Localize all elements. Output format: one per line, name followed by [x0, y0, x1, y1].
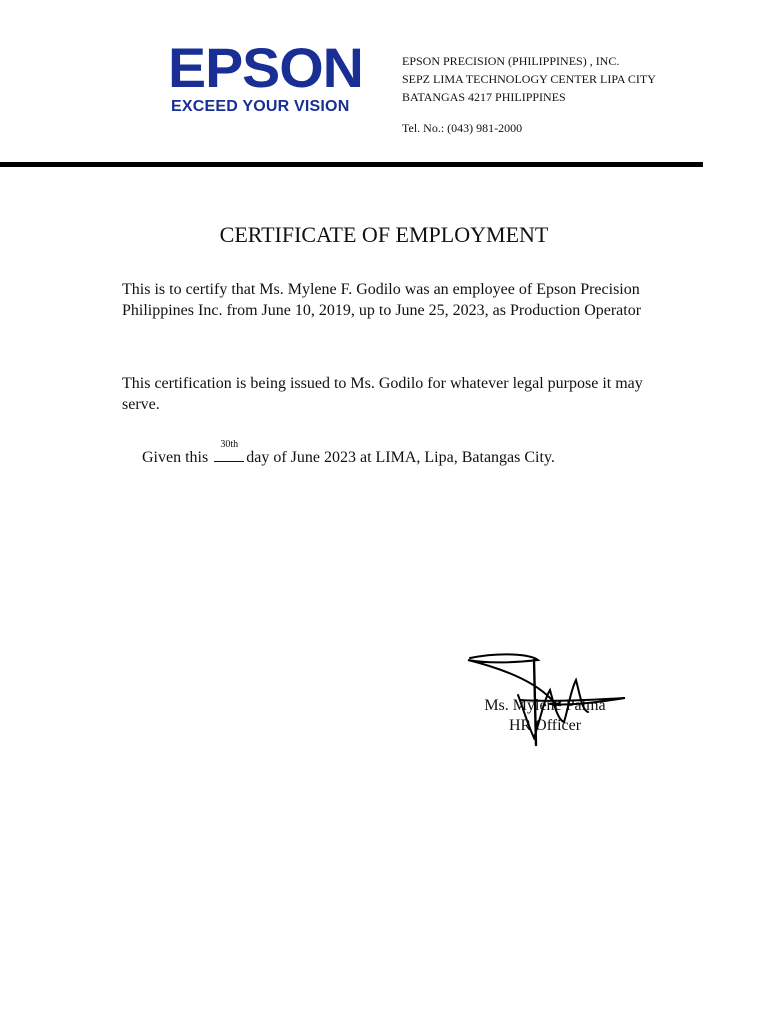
given-prefix: Given this: [142, 449, 209, 466]
logo-tagline: EXCEED YOUR VISION: [171, 98, 350, 115]
given-suffix: day of June 2023 at LIMA, Lipa, Batangas City.: [246, 449, 555, 466]
company-telephone: Tel. No.: (043) 981-2000: [402, 121, 523, 135]
document-title: CERTIFICATE OF EMPLOYMENT: [219, 222, 549, 247]
epson-logo: EPSON: [168, 36, 363, 99]
given-day: 30th: [220, 439, 239, 450]
signatory-name: Ms. Mylene Palma: [484, 697, 606, 714]
company-name: EPSON PRECISION (PHILIPPINES) , INC.: [402, 54, 620, 68]
given-date-line: [142, 439, 555, 468]
purpose-paragraph: This certification is being issued to Ms. Godilo for whatever legal purpose it may serve.: [122, 375, 643, 413]
company-address-line2: BATANGAS 4217 PHILIPPINES: [402, 90, 566, 104]
signatory-position: HR Officer: [508, 717, 582, 734]
header-divider: [0, 162, 703, 167]
day-blank: [214, 439, 244, 462]
company-letterhead: [402, 52, 656, 137]
certification-paragraph: This is to certify that Ms. Mylene F. Godilo was an employee of Epson Precision Philippines Inc. from June 10, 2019, up to June 25, 2023, as Production Operator: [122, 281, 642, 319]
handwritten-signature: [460, 650, 635, 750]
company-address-line1: SEPZ LIMA TECHNOLOGY CENTER LIPA CITY: [402, 72, 656, 86]
